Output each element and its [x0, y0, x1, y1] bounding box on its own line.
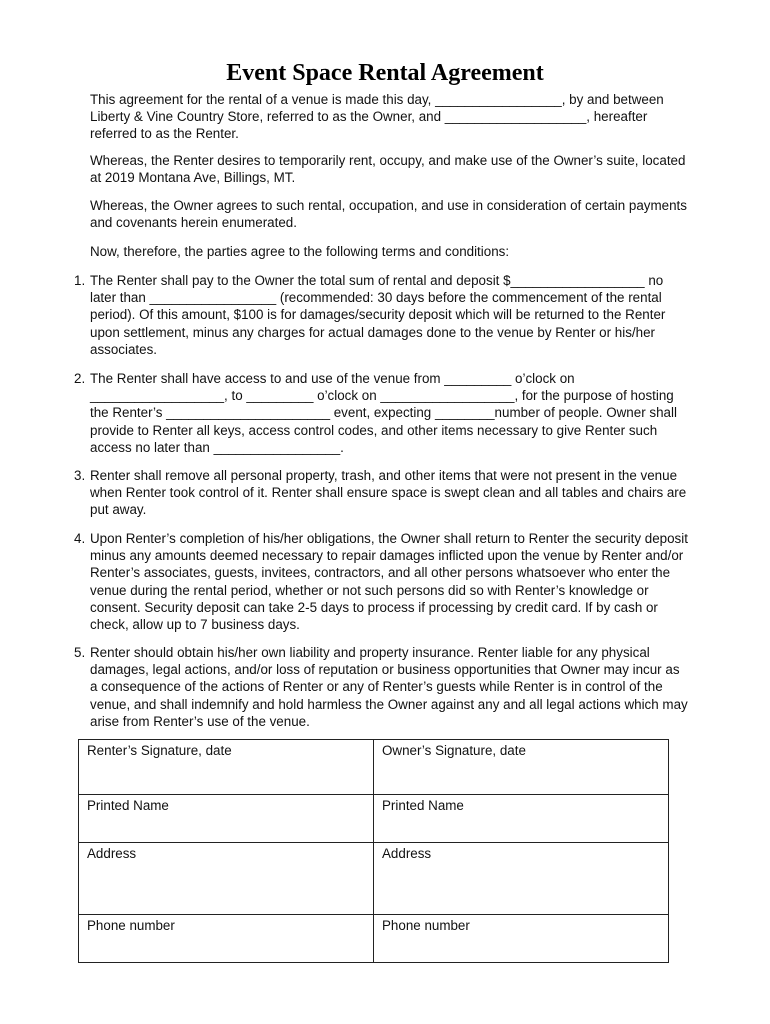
- whereas-paragraph-2: Whereas, the Owner agrees to such rental, occupation, and use in consideration of certain payments and covenants herein enumerated.: [90, 198, 687, 231]
- term-number: 1.: [74, 273, 86, 288]
- term-number: 5.: [74, 645, 86, 660]
- term-number: 2.: [74, 371, 86, 386]
- cell-label: Address: [382, 846, 432, 861]
- owner-signature-cell[interactable]: [374, 740, 669, 795]
- cell-label: Owner’s Signature, date: [382, 743, 526, 758]
- renter-phone-cell[interactable]: [79, 915, 374, 963]
- cell-label: Printed Name: [87, 798, 169, 813]
- intro-paragraph: This agreement for the rental of a venue is made this day, _________________, by and between Liberty & Vine Country Store, referred to as the Owner, and ___________________, hereafter referred to as the Renter.: [90, 92, 664, 142]
- term-number: 4.: [74, 531, 86, 546]
- cell-label: Renter’s Signature, date: [87, 743, 232, 758]
- now-therefore-paragraph: Now, therefore, the parties agree to the following terms and conditions:: [90, 244, 510, 259]
- document-title: Event Space Rental Agreement: [226, 60, 544, 86]
- renter-address-cell[interactable]: [79, 843, 374, 915]
- term-text: Renter should obtain his/her own liability and property insurance. Renter liable for any physical damages, legal actions, and/or loss of reputation or business opportunities that Owner may incur as a consequence of the actions of Renter or any of Renter’s guests while Renter is in control of the venue, and shall indemnify and hold harmless the Owner against any and all legal actions which may arise from Renter’s use of the venue.: [90, 645, 688, 729]
- term-text: Renter shall remove all personal property, trash, and other items that were not present in the venue when Renter took control of it. Renter shall ensure space is swept clean and all tables and chairs are put away.: [90, 468, 687, 518]
- signature-table: [78, 739, 669, 963]
- term-item-1: [74, 272, 690, 358]
- term-item-3: [74, 467, 690, 519]
- phone-row: [79, 915, 669, 963]
- cell-label: Phone number: [87, 918, 175, 933]
- cell-label: Address: [87, 846, 137, 861]
- owner-printed-name-cell[interactable]: [374, 795, 669, 843]
- signature-row: [79, 740, 669, 795]
- term-text: Upon Renter’s completion of his/her obligations, the Owner shall return to Renter the security deposit minus any amounts deemed necessary to repair damages inflicted upon the venue by Renter and/or Renter’s associates, guests, invitees, contractors, and all other persons whatsoever who enter the venue during the rental period, whether or not such persons did so with Renter’s knowledge or consent. Security deposit can take 2-5 days to process if processing by credit card. If by cash or check, allow up to 7 business days.: [90, 531, 688, 633]
- term-item-4: [74, 530, 690, 633]
- owner-phone-cell[interactable]: [374, 915, 669, 963]
- term-item-5: [74, 644, 690, 730]
- cell-label: Printed Name: [382, 798, 464, 813]
- printed-name-row: [79, 795, 669, 843]
- term-item-2: [74, 370, 690, 456]
- term-text: The Renter shall pay to the Owner the total sum of rental and deposit $__________________ no later than _________________ (recommended: 30 days before the commencement of the rental period). Of this amount, $100 is for damages/security deposit which will be returned to the Renter upon settlement, minus any charges for actual damages done to the venue by Renter or his/her associates.: [90, 273, 666, 357]
- term-number: 3.: [74, 468, 86, 483]
- cell-label: Phone number: [382, 918, 470, 933]
- renter-signature-cell[interactable]: [79, 740, 374, 795]
- owner-address-cell[interactable]: [374, 843, 669, 915]
- renter-printed-name-cell[interactable]: [79, 795, 374, 843]
- term-text: The Renter shall have access to and use of the venue from _________ o’clock on __________________, to _________ o’clock on __________________, for the purpose of hosting the Renter’s ______________________ event, expecting ________number of people. Owner shall provide to Renter all keys, access control codes, and other items necessary to give Renter such access no later than _________________.: [90, 371, 677, 455]
- address-row: [79, 843, 669, 915]
- whereas-paragraph-1: Whereas, the Renter desires to temporarily rent, occupy, and make use of the Owner’s suite, located at 2019 Montana Ave, Billings, MT.: [90, 153, 686, 186]
